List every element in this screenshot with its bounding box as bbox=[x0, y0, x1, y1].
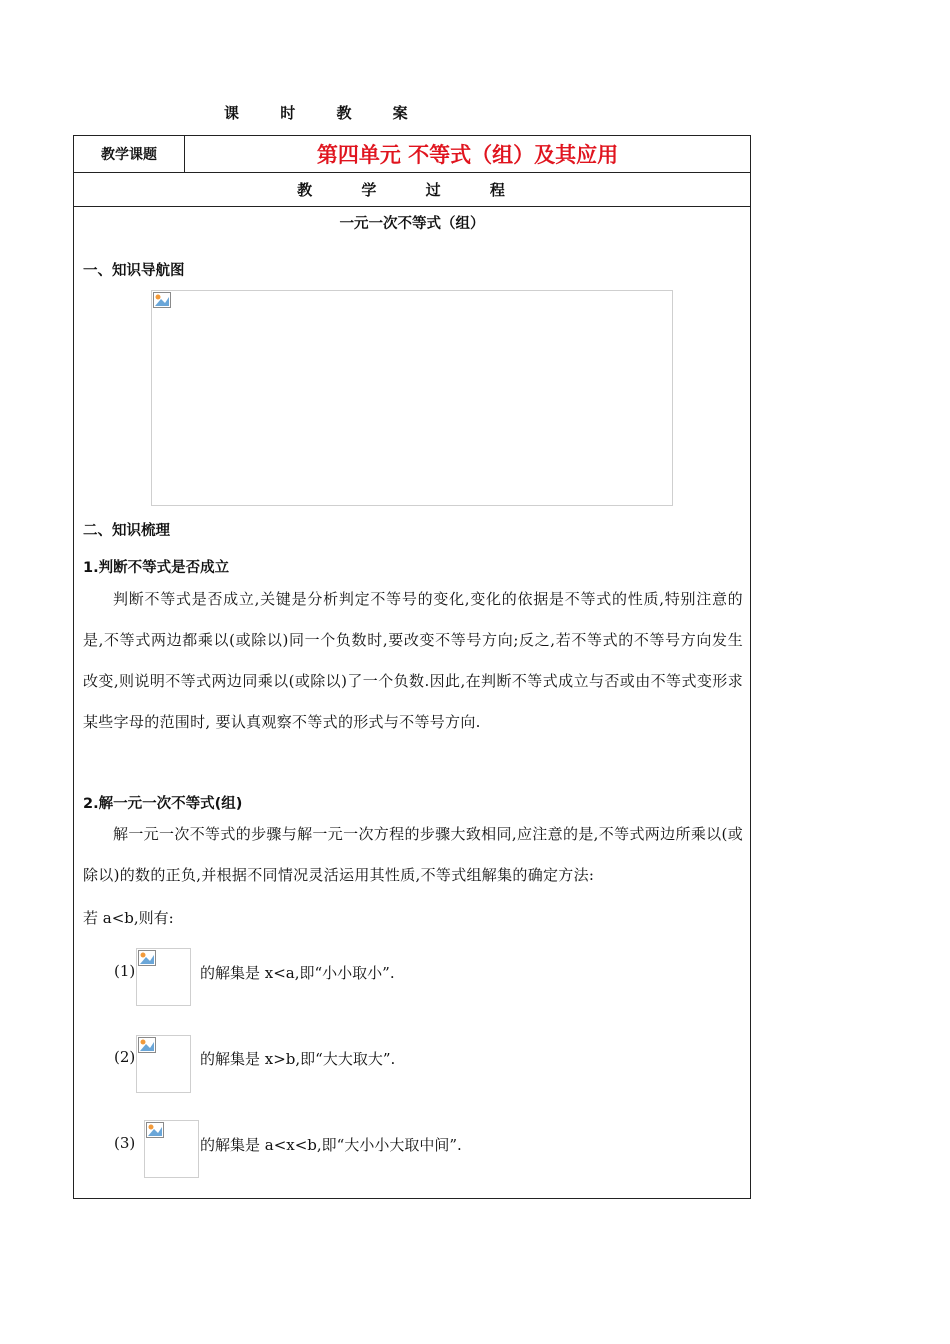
case-2-formula-image bbox=[136, 1035, 191, 1093]
part2-heading: 二、知识梳理 bbox=[83, 523, 170, 539]
sub2-heading: 2.解一元一次不等式(组) bbox=[83, 796, 243, 812]
broken-image-icon bbox=[138, 1037, 156, 1053]
broken-image-icon bbox=[146, 1122, 164, 1138]
topic-row bbox=[74, 136, 750, 173]
lesson-plan-table bbox=[73, 135, 751, 1199]
condition-text: 若 a<b,则有: bbox=[83, 909, 174, 927]
case-2-text: 的解集是 x>b,即“大大取大”. bbox=[200, 1050, 396, 1068]
case-1-index: (1) bbox=[114, 962, 136, 980]
case-1-text: 的解集是 x<a,即“小小取小”. bbox=[200, 964, 395, 982]
content-cell bbox=[74, 207, 750, 1198]
sub1-heading: 1.判断不等式是否成立 bbox=[83, 560, 230, 576]
case-2-index: (2) bbox=[114, 1048, 136, 1066]
process-row bbox=[74, 173, 750, 207]
process-label: 教 学 过 程 bbox=[297, 181, 527, 199]
section-title: 一元一次不等式（组） bbox=[339, 216, 485, 232]
sub2-paragraph: 解一元一次不等式的步骤与解一元一次方程的步骤大致相同,应注意的是,不等式两边所乘以(或除以)的数的正负,并根据不同情况灵活运用其性质,不等式组解集的确定方法: bbox=[83, 825, 743, 884]
knowledge-map-image bbox=[151, 290, 673, 506]
case-3-index: (3) bbox=[114, 1134, 136, 1152]
case-3-text: 的解集是 a<x<b,即“大小小大取中间”. bbox=[200, 1136, 462, 1154]
case-1-formula-image bbox=[136, 948, 191, 1006]
case-3-formula-image bbox=[144, 1120, 199, 1178]
document-header: 课 时 教 案 bbox=[224, 104, 426, 122]
topic-title: 第四单元 不等式（组）及其应用 bbox=[316, 143, 619, 167]
broken-image-icon bbox=[138, 950, 156, 966]
topic-label: 教学课题 bbox=[74, 136, 185, 172]
sub1-paragraph: 判断不等式是否成立,关键是分析判定不等号的变化,变化的依据是不等式的性质,特别注意的是,不等式两边都乘以(或除以)同一个负数时,要改变不等号方向;反之,若不等式的不等号方向发生改变,则说明不等式两边同乘以(或除以)了一个负数.因此,在判断不等式成立与否或由不等式变形求某些字母的范围时, 要认真观察不等式的形式与不等号方向. bbox=[83, 590, 743, 731]
part1-heading: 一、知识导航图 bbox=[83, 263, 185, 279]
broken-image-icon bbox=[153, 292, 171, 308]
